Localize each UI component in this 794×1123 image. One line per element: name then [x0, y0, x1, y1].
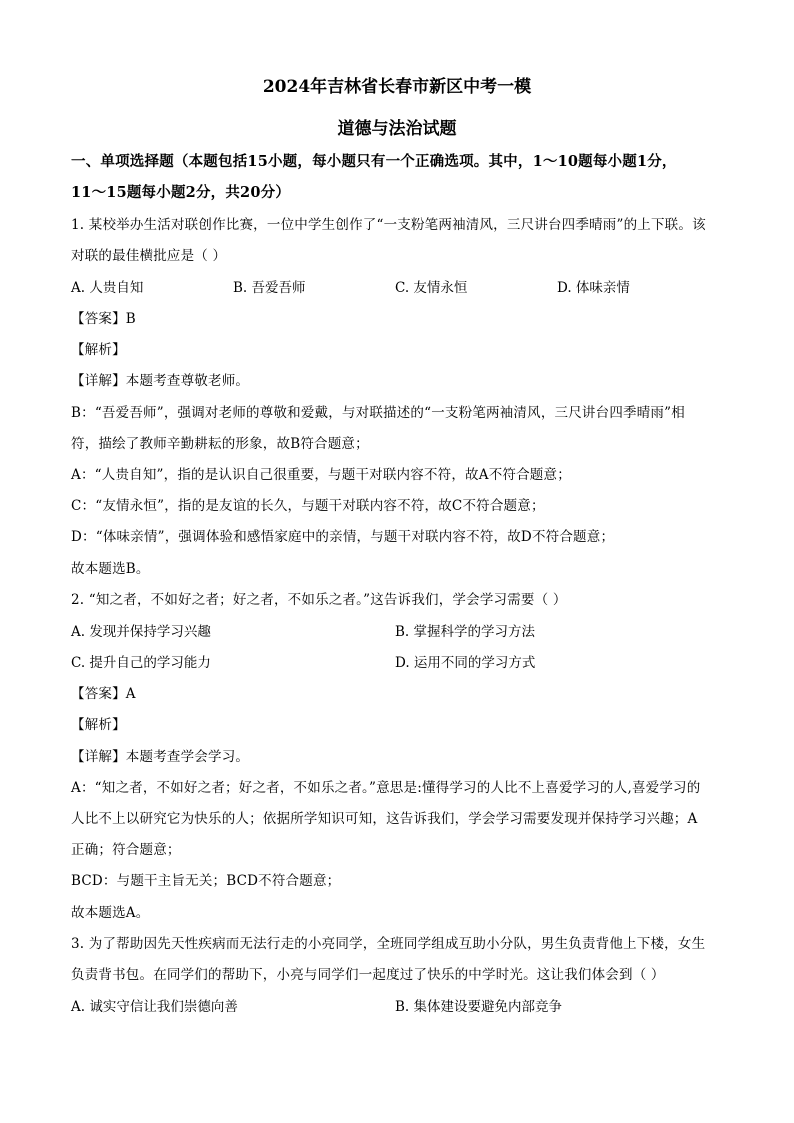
q1-explain-line: A：“人贵自知”，指的是认识自己很重要，与题干对联内容不符，故A不符合题意；: [71, 467, 571, 483]
page-subtitle: 道德与法治试题: [337, 119, 457, 139]
q2-conclusion: 故本题选A。: [71, 905, 150, 921]
q1-stem-cont: 对联的最佳横批应是（ ）: [71, 248, 227, 264]
q3-stem-cont: 负责背书包。在同学们的帮助下，小亮与同学们一起度过了快乐的中学时光。这让我们体会到（ ）: [71, 967, 665, 983]
q2-answer: 【答案】A: [71, 686, 136, 702]
q1-analysis-label: 【解析】: [71, 342, 126, 358]
q3-stem: 3. 为了帮助因先天性疾病而无法行走的小亮同学，全班同学组成互助小分队，男生负责背他上下楼，女生: [71, 936, 706, 952]
q1-explain-line: D：“体味亲情”，强调体验和感悟家庭中的亲情，与题干对联内容不符，故D不符合题意；: [71, 529, 615, 545]
q3-option-a: A. 诚实守信让我们崇德向善: [71, 999, 238, 1015]
q1-explain-line: B：“吾爱吾师”，强调对老师的尊敬和爱戴，与对联描述的“一支粉笔两袖清风，三尺讲台四季晴雨”相: [71, 405, 685, 421]
q1-explain-line: 符，描绘了教师辛勤耕耘的形象，故B符合题意；: [71, 436, 369, 452]
q2-analysis-label: 【解析】: [71, 717, 126, 733]
page-title: 2024年吉林省长春市新区中考一模: [262, 77, 532, 97]
q2-option-c: C. 提升自己的学习能力: [71, 655, 211, 671]
q2-option-d: D. 运用不同的学习方式: [395, 655, 536, 671]
q3-option-b: B. 集体建设要避免内部竞争: [395, 999, 563, 1015]
q1-detail: 【详解】本题考查尊敬老师。: [71, 373, 250, 389]
q1-option-d: D. 体味亲情: [557, 280, 630, 296]
q2-detail: 【详解】本题考查学会学习。: [71, 749, 250, 765]
q1-option-c: C. 友情永恒: [395, 280, 468, 296]
q2-explain-line: 正确；符合题意；: [71, 842, 181, 858]
q1-option-a: A. 人贵自知: [71, 280, 144, 296]
q1-option-b: B. 吾爱吾师: [233, 280, 306, 296]
q2-option-a: A. 发现并保持学习兴趣: [71, 624, 211, 640]
q1-stem: 1. 某校举办生活对联创作比赛，一位中学生创作了“一支粉笔两袖清风，三尺讲台四季晴雨”的上下联。该: [71, 217, 706, 233]
q2-explain-line: BCD：与题干主旨无关；BCD不符合题意；: [71, 873, 341, 889]
section-heading: 一、单项选择题（本题包括15小题，每小题只有一个正确选项。其中，1～10题每小题1分，: [71, 153, 677, 170]
section-heading-cont: 11～15题每小题2分，共20分）: [71, 184, 291, 201]
q2-stem: 2. “知之者，不如好之者；好之者，不如乐之者。”这告诉我们，学会学习需要（ ）: [71, 592, 567, 608]
q1-explain-line: C：“友情永恒”，指的是友谊的长久，与题干对联内容不符，故C不符合题意；: [71, 498, 545, 514]
q1-answer: 【答案】B: [71, 311, 136, 327]
q2-explain-line: A：“知之者，不如好之者；好之者，不如乐之者。”意思是:懂得学习的人比不上喜爱学习的人,喜爱学习的: [71, 780, 701, 796]
q2-explain-line: 人比不上以研究它为快乐的人；依据所学知识可知，这告诉我们，学会学习需要发现并保持学习兴趣；A: [71, 811, 698, 827]
q2-option-b: B. 掌握科学的学习方法: [395, 624, 536, 640]
q1-conclusion: 故本题选B。: [71, 561, 150, 577]
